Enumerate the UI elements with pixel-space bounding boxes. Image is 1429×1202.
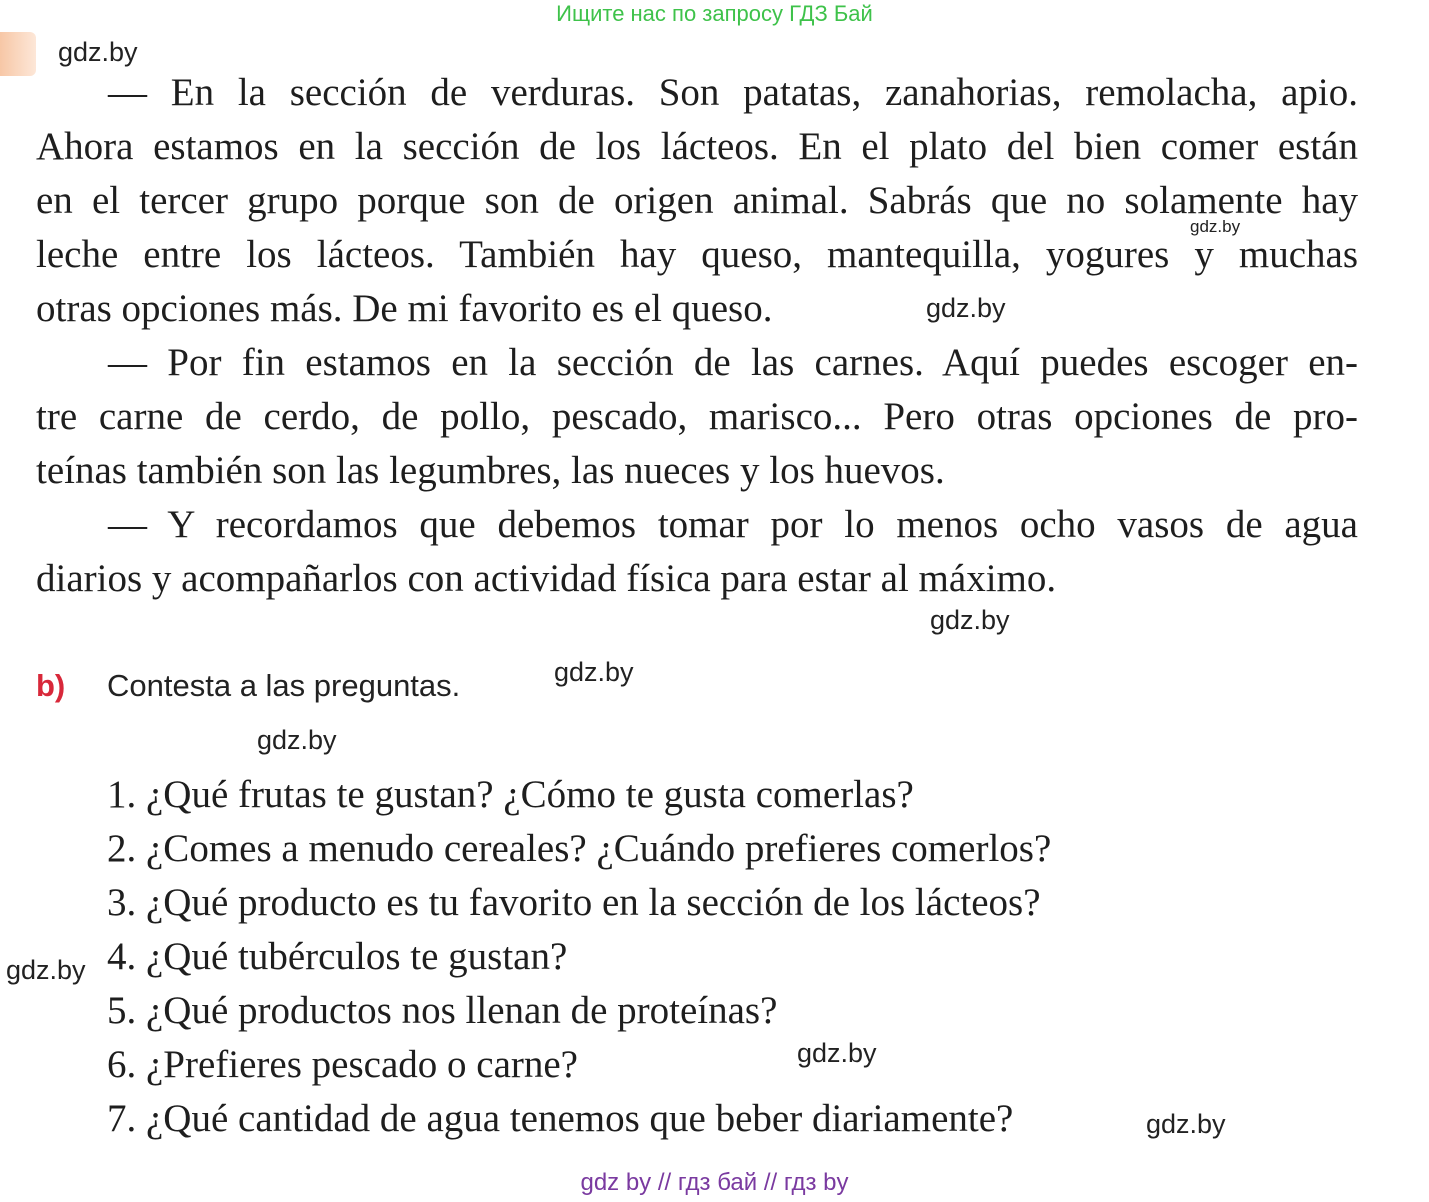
task-instruction: Contesta a las preguntas. <box>107 668 461 703</box>
watermark: gdz.by <box>926 293 1006 323</box>
watermark: gdz.by <box>1146 1109 1226 1139</box>
watermark: gdz.by <box>6 955 86 985</box>
paragraph-line: — Y recordamos que debemos tomar por lo menos ocho vasos de agua <box>108 503 1358 546</box>
question-item: 4. ¿Qué tubérculos te gustan? <box>107 935 568 978</box>
question-item: 1. ¿Qué frutas te gustan? ¿Cómo te gusta comerlas? <box>107 773 914 816</box>
paragraph-line: diarios y acompañarlos con actividad física para estar al máximo. <box>36 557 1057 600</box>
paragraph-line: leche entre los lácteos. También hay queso, mantequilla, yogures y muchas <box>36 233 1358 276</box>
watermark: gdz.by <box>797 1038 877 1068</box>
watermark: gdz.by <box>930 605 1010 635</box>
page-corner-tab <box>0 32 36 76</box>
question-item: 2. ¿Comes a menudo cereales? ¿Cuándo prefieres comerlos? <box>107 827 1052 870</box>
paragraph-line: en el tercer grupo porque son de origen animal. Sabrás que no solamente hay <box>36 179 1358 222</box>
paragraph-line: — En la sección de verduras. Son patatas, zanahorias, remolacha, apio. <box>108 71 1358 114</box>
question-item: 7. ¿Qué cantidad de agua tenemos que beber diariamente? <box>107 1097 1014 1140</box>
question-item: 6. ¿Prefieres pescado o carne? <box>107 1043 578 1086</box>
paragraph-line: Ahora estamos en la sección de los lácteos. En el plato del bien comer están <box>36 125 1358 168</box>
watermark: gdz.by <box>58 37 138 67</box>
question-item: 3. ¿Qué producto es tu favorito en la sección de los lácteos? <box>107 881 1041 924</box>
paragraph-line: otras opciones más. De mi favorito es el queso. <box>36 287 773 330</box>
question-item: 5. ¿Qué productos nos llenan de proteínas? <box>107 989 778 1032</box>
watermark: gdz.by <box>1190 217 1241 236</box>
paragraph-line: teínas también son las legumbres, las nueces y los huevos. <box>36 449 945 492</box>
footer-links: gdz by // гдз бай // гдз by <box>580 1169 849 1196</box>
top-banner: Ищите нас по запросу ГДЗ Бай <box>556 1 873 26</box>
task-label: b) <box>36 668 66 703</box>
paragraph-line: — Por fin estamos en la sección de las carnes. Aquí puedes escoger en- <box>108 341 1358 384</box>
watermark: gdz.by <box>554 657 634 687</box>
paragraph-line: tre carne de cerdo, de pollo, pescado, marisco... Pero otras opciones de pro- <box>36 395 1358 438</box>
watermark: gdz.by <box>257 725 337 755</box>
